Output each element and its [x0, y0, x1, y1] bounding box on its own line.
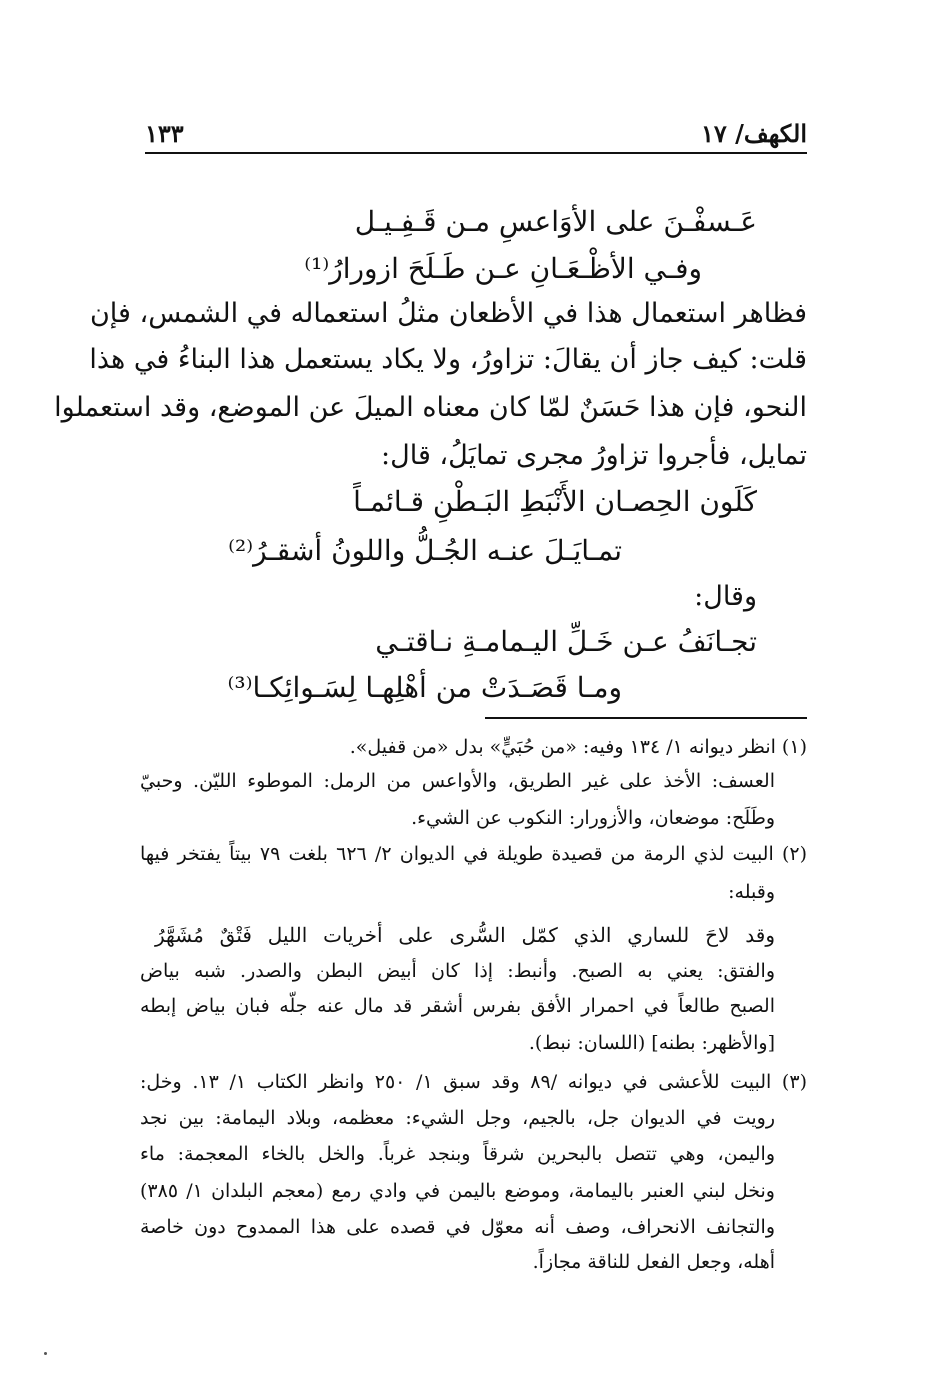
footnote-2-verse: وقد لاحَ للساري الذي كمّل السُّرى على أخريات الليل فَتْقٌ مُشَهَّرُ [155, 923, 775, 947]
header-divider [145, 152, 807, 154]
footnote-2-line-2: وقبله: [728, 881, 775, 903]
footnote-3-line-4: ونخل لبني العنبر باليمامة، وموضع باليمن في وادي رمع (معجم البلدان ١/ ٣٨٥) [140, 1180, 775, 1202]
body-line-4: تمايل، فأجروا تزاورُ مجرى تمايَلُ، قال: [381, 440, 807, 471]
footnote-2-line-3: والفتق: يعني به الصبح. وأنبط: إذا كان أبيض البطن والصدر. شبه بياض [140, 960, 775, 982]
verse-line-3: كَلَون الحِصـان الأَنْبَطِ البَـطْنِ قـائمـاً [353, 485, 757, 518]
footnote-1-line-2: العسف: الأخذ على غير الطريق، والأواعس من الرمل: الموطوء الليّن. وحبيّ [140, 770, 775, 792]
body-line-1: فظاهر استعمال هذا في الأظعان مثلُ استعماله في الشمس، فإن [89, 298, 807, 329]
footnote-3-line-3: واليمن، وهي تتصل بالبحرين شرقاً وبنجد غرباً. والخل بالخاء المعجمة: ماء [140, 1143, 776, 1165]
footnote-divider [485, 717, 807, 719]
footnote-2-line-1: (٢) البيت لذي الرمة من قصيدة طويلة في الديوان ٢/ ٦٢٦ بلغت ٧٩ بيتاً يفتخر فيها [140, 843, 807, 865]
running-header [145, 108, 807, 148]
footnote-2-line-5: [والأظهر: بطنه] (اللسان: نبط). [528, 1032, 775, 1054]
footnote-2-line-4: الصبح طالعاً في احمرار الأفق بفرس أشقر قد مال عنه جلّه فبان بياض إبطه [140, 995, 775, 1017]
footnote-1-line-3: وطَلَح: موضعان، والأزورار: النكوب عن الشيء. [411, 807, 775, 829]
body-line-2: قلت: كيف جاز أن يقالَ: تزاورُ، ولا يكاد يستعمل هذا البناءُ في هذا [89, 344, 807, 375]
verse-line-5: تجـانَفُ عـن خَـلِّ اليـمامـةِ نـاقتـي [375, 625, 757, 658]
verse-line-6: ومـا قَصَـدَتْ من أهْلِهـا لِسَـوائِكـا⁽³⁾ [227, 671, 622, 704]
footnote-3-line-6: أهله، وجعل الفعل للناقة مجازاً. [532, 1251, 775, 1273]
page-number: ١٣٣ [145, 119, 184, 148]
scan-speck [44, 1352, 47, 1355]
body-line-3: النحو، فإن هذا حَسَنٌ لمّا كان معناه الميلَ عن الموضع، وقد استعملوا [54, 392, 807, 423]
verse-line-4: تمـايَـلَ عنـه الجُـلُّ واللونُ أشقـرُ⁽²⁾ [228, 534, 622, 567]
verse-line-1: عَـسفْـنَ على الأوَاعسِ مـن قَـفِـيـل [354, 205, 757, 238]
footnote-3-line-1: (٣) البيت للأعشى في ديوانه /٨٩ وقد سبق ١/ ٢٥٠ وانظر الكتاب ١/ ١٣. وخل: [140, 1071, 807, 1093]
body-line-5: وقال: [694, 581, 757, 612]
footnote-1-line-1: (١) انظر ديوانه ١/ ١٣٤ وفيه: «من حُبَيٍّ» بدل «من قفيل». [349, 736, 807, 758]
footnote-3-line-2: رويت في الديوان جل، بالجيم، وجل الشيء: معظمه، وبلاد اليمامة: بين نجد [140, 1107, 775, 1129]
verse-line-2: وفـي الأظْـعَـانِ عـن طَـلَحَ ازورارُ⁽¹⁾ [304, 252, 702, 285]
footnote-3-line-5: والتجانف الانحراف، وصف أنه معوّل في قصده على هذا الممدوح دون خاصة [140, 1216, 775, 1238]
surah-reference: الكهف/ ١٧ [700, 119, 807, 148]
